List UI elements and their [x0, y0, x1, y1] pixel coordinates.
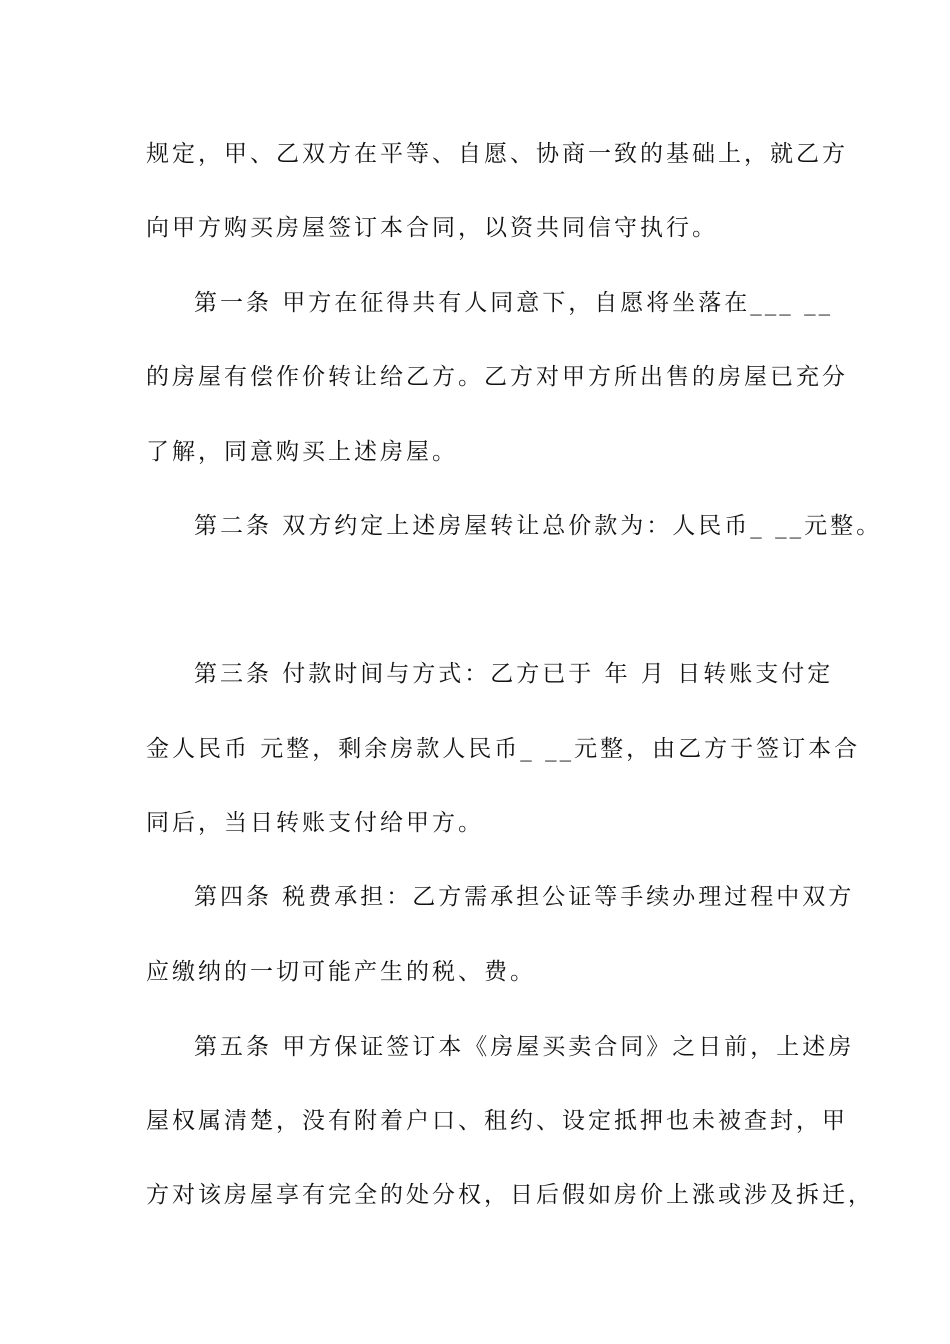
text-line: 的房屋有偿作价转让给乙方。乙方对甲方所出售的房屋已充分 — [146, 364, 848, 390]
article-2-line: 第二条 双方约定上述房屋转让总价款为：人民币_ __元整。 — [194, 513, 883, 539]
article-5-line: 第五条 甲方保证签订本《房屋买卖合同》之日前，上述房 — [194, 1034, 855, 1060]
text-line: 方对该房屋享有完全的处分权，日后假如房价上涨或涉及拆迁， — [146, 1182, 874, 1208]
text-line: 金人民币 元整，剩余房款人民币_ __元整，由乙方于签订本合 — [146, 736, 861, 762]
article-3-line: 第三条 付款时间与方式：乙方已于 年 月 日转账支付定 — [194, 661, 834, 687]
text-line: 屋权属清楚，没有附着户口、租约、设定抵押也未被查封，甲 — [146, 1108, 848, 1134]
text-line: 向甲方购买房屋签订本合同，以资共同信守执行。 — [146, 215, 718, 241]
text-line: 了解，同意购买上述房屋。 — [146, 439, 458, 465]
article-4-line: 第四条 税费承担：乙方需承担公证等手续办理过程中双方 — [194, 884, 855, 910]
text-line: 应缴纳的一切可能产生的税、费。 — [146, 959, 536, 985]
text-line: 规定，甲、乙双方在平等、自愿、协商一致的基础上，就乙方 — [146, 141, 848, 167]
article-1-line: 第一条 甲方在征得共有人同意下，自愿将坐落在___ __ — [194, 290, 834, 316]
text-line: 同后，当日转账支付给甲方。 — [146, 810, 484, 836]
